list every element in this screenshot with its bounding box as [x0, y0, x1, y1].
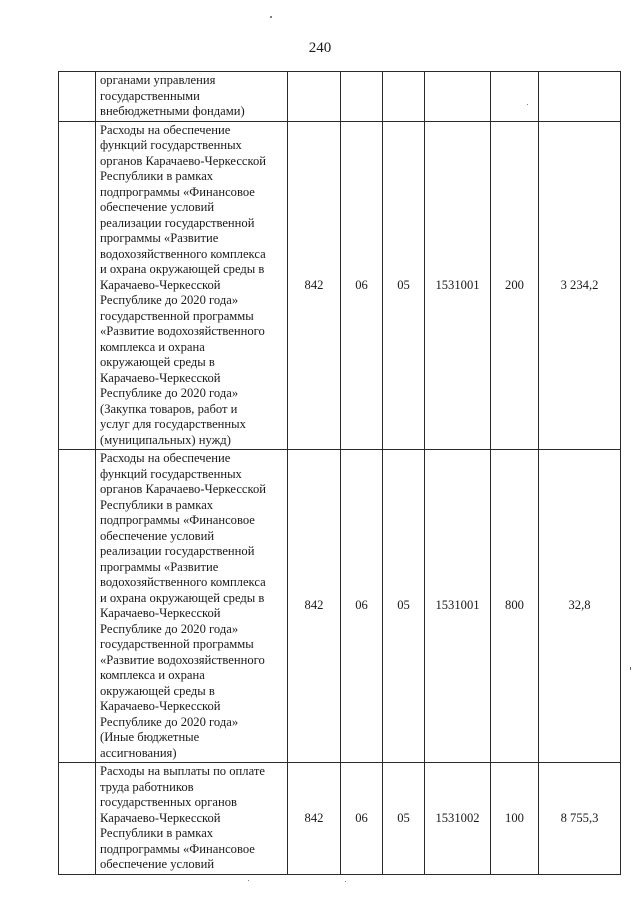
- expense-name: органами управления государственными внебюджетными фондами): [100, 73, 245, 118]
- scan-speck: [630, 667, 631, 670]
- amount-cell: [539, 72, 621, 122]
- expense-name: Расходы на обеспечение функций государственных органов Карачаево-Черкесской Республики в рамках подпрограммы «Финансовое обеспечение условий реализации государственной программы «Развитие водохозяйственного комплекса и охрана окружающей среды в Карачаево-Черкесской Республике до 2020 года» государственной программы «Развитие водохозяйственного комплекса и охрана окружающей среды в Карачаево-Черкесской Республике до 2020 года» (Иные бюджетные ассигнования): [100, 451, 267, 760]
- section-code-cell: 06: [341, 121, 383, 450]
- row-index-cell: [59, 72, 96, 122]
- page-number: 240: [308, 40, 332, 56]
- expense-type-cell: 100: [491, 763, 539, 875]
- expense-name: Расходы на обеспечение функций государственных органов Карачаево-Черкесской Республики в рамках подпрограммы «Финансовое обеспечение условий реализации государственной программы «Развитие водохозяйственного комплекса и охрана окружающей среды в Карачаево-Черкесской Республике до 2020 года» государственной программы «Развитие водохозяйственного комплекса и охрана окружающей среды в Карачаево-Черкесской Республике до 2020 года» (Закупка товаров, работ и услуг для государственных (муниципальных) нужд): [100, 122, 267, 447]
- ministry-code-cell: [288, 72, 341, 122]
- row-index-cell: [59, 121, 96, 450]
- scan-speck: [248, 880, 249, 881]
- section-code-cell: 06: [341, 763, 383, 875]
- table-row: [59, 72, 621, 122]
- table-row: [59, 450, 621, 763]
- section-code-cell: 06: [341, 450, 383, 763]
- row-index-cell: [59, 450, 96, 763]
- budget-table: [58, 71, 621, 875]
- ministry-code-cell: 842: [288, 121, 341, 450]
- expense-name-cell: [96, 763, 288, 875]
- subsection-code-cell: [383, 72, 425, 122]
- row-index-cell: [59, 763, 96, 875]
- expense-name-cell: [96, 121, 288, 450]
- target-article-cell: 1531001: [425, 121, 491, 450]
- ministry-code-cell: 842: [288, 450, 341, 763]
- table-row: [59, 763, 621, 875]
- expense-type-cell: 200: [491, 121, 539, 450]
- target-article-cell: 1531002: [425, 763, 491, 875]
- expense-type-cell: 800: [491, 450, 539, 763]
- subsection-code-cell: 05: [383, 763, 425, 875]
- target-article-cell: 1531001: [425, 450, 491, 763]
- scan-speck: [270, 16, 272, 18]
- expense-name-cell: [96, 72, 288, 122]
- ministry-code-cell: 842: [288, 763, 341, 875]
- amount-cell: 3 234,2: [539, 121, 621, 450]
- scan-speck: [527, 104, 528, 105]
- scan-speck: [345, 881, 346, 882]
- amount-cell: 8 755,3: [539, 763, 621, 875]
- amount-cell: 32,8: [539, 450, 621, 763]
- expense-type-cell: [491, 72, 539, 122]
- expense-name-cell: [96, 450, 288, 763]
- target-article-cell: [425, 72, 491, 122]
- expense-name: Расходы на выплаты по оплате труда работников государственных органов Карачаево-Черкесской Республики в рамках подпрограммы «Финансовое обеспечение условий: [100, 764, 265, 871]
- section-code-cell: [341, 72, 383, 122]
- table-row: [59, 121, 621, 450]
- subsection-code-cell: 05: [383, 450, 425, 763]
- subsection-code-cell: 05: [383, 121, 425, 450]
